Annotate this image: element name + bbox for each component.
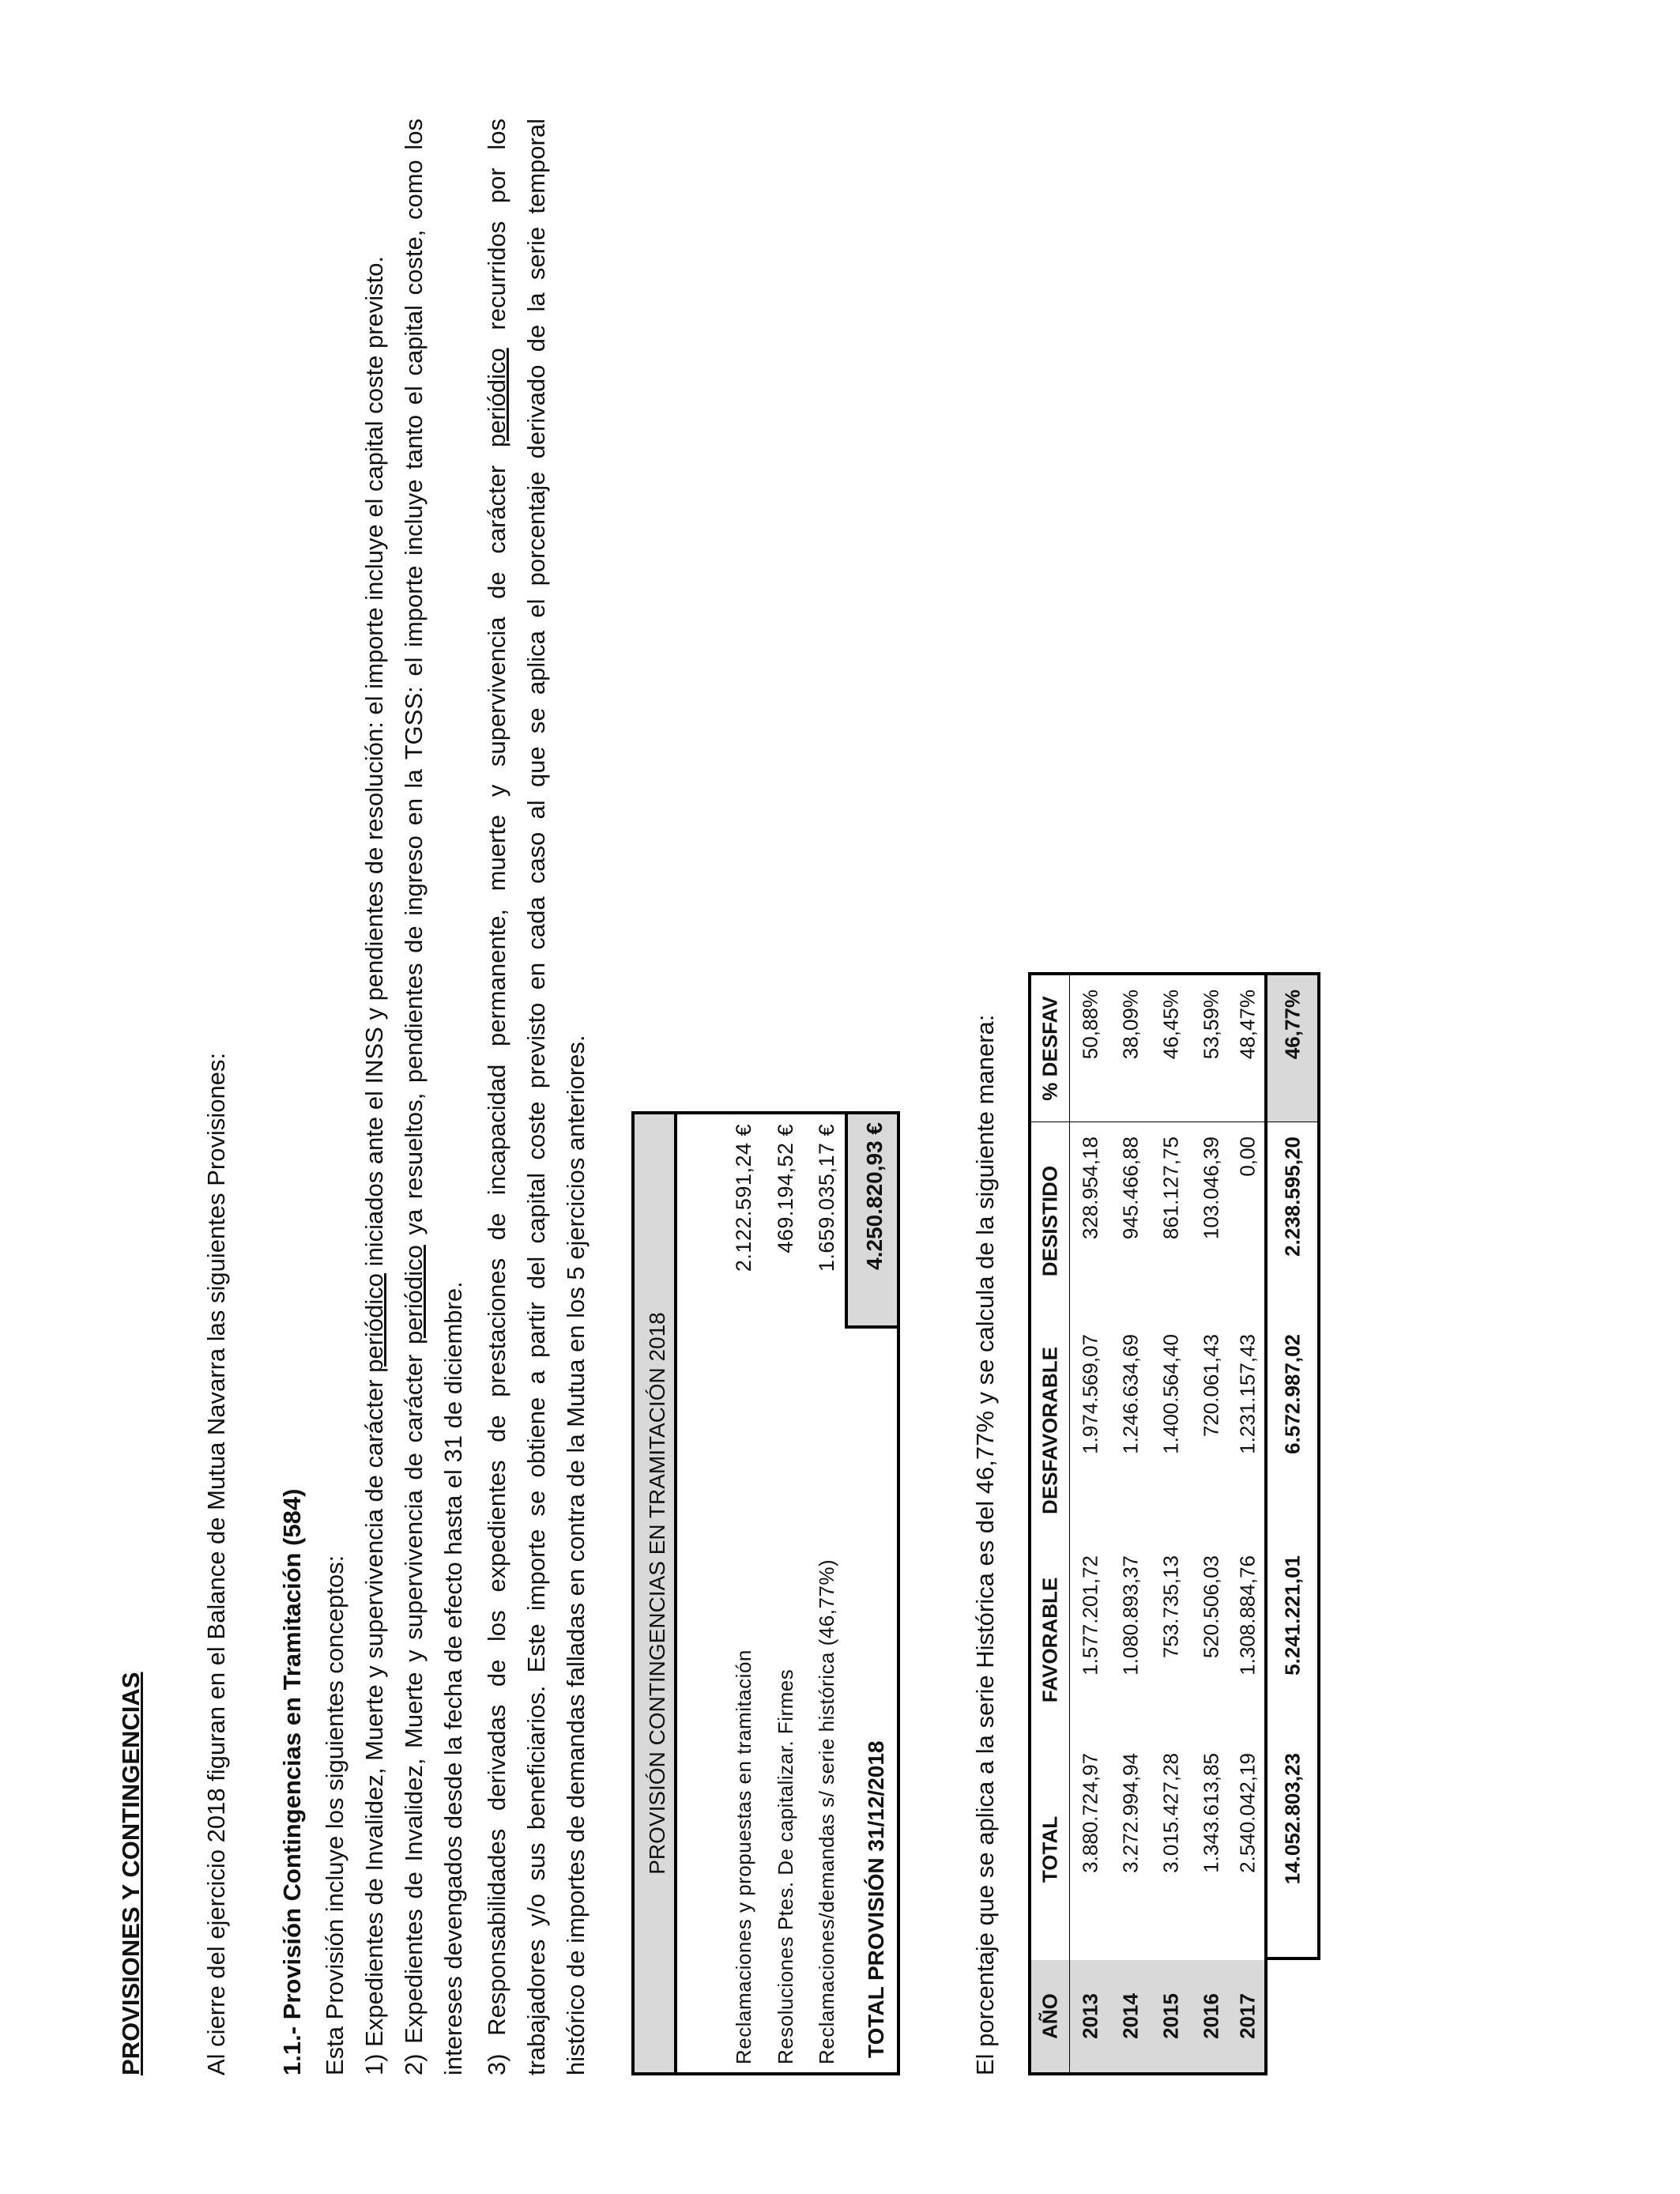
concepts-intro: Esta Provisión incluye los siguientes conceptos: xyxy=(321,1555,348,2075)
provision-table xyxy=(631,1111,900,2075)
history-value-cell: 3.015.427,28 xyxy=(1158,1753,1182,1873)
history-total-cell: 14.052.803,23 xyxy=(1268,1739,1320,1960)
history-value-cell: 46,45% xyxy=(1151,972,1191,1122)
history-value-cell: 103.046,39 xyxy=(1199,1137,1222,1240)
history-header-cell: DESFAVORABLE xyxy=(1028,1320,1070,1541)
provision-table-header: PROVISIÓN CONTINGENCIAS EN TRAMITACIÓN 2018 xyxy=(631,1111,677,2075)
history-year-cell: 2016 xyxy=(1191,1960,1231,2075)
history-value-cell: 2.540.042,19 xyxy=(1231,1739,1268,1960)
history-table xyxy=(1028,719,1320,2075)
history-header-cell: TOTAL xyxy=(1028,1739,1070,1960)
history-value-cell: 3.272.994,94 xyxy=(1118,1753,1142,1873)
provision-table-bottom-border xyxy=(897,1329,900,2075)
history-value-cell: 50,88% xyxy=(1070,972,1110,1122)
item-3-line-1: 3) Responsabilidades derivadas de los expedientes de prestaciones de incapacidad permanente, muerte y supervivencia de carácter periódico recurridos por los xyxy=(483,119,510,2075)
percent-paragraph: El porcentaje que se aplica a la serie Histórica es del 46,77% y se calcula de la siguiente manera: xyxy=(971,1014,999,2075)
provision-total-box xyxy=(845,1111,900,1329)
history-value-cell: 1.246.634,69 xyxy=(1118,1334,1142,1454)
item-2-line-1: 2) Expedientes de Invalidez, Muerte y supervivencia de carácter periódico ya resueltos, pendientes de ingreso en la TGSS: el importe incluye tanto el capital coste, como los xyxy=(400,118,428,2075)
history-value-cell: 0,00 xyxy=(1231,1122,1268,1320)
provision-table-left-border xyxy=(845,2072,900,2075)
history-total-cell: 46,77% xyxy=(1268,972,1320,1122)
history-year-cell: 2013 xyxy=(1070,1960,1110,2075)
history-year-cell: 2015 xyxy=(1151,1960,1191,2075)
history-value-cell: 1.577.201,72 xyxy=(1078,1555,1102,1676)
provision-total-value: 4.250.820,93 € xyxy=(862,1122,887,1270)
history-header-cell: FAVORABLE xyxy=(1028,1541,1070,1739)
history-value-cell: 1.308.884,76 xyxy=(1231,1541,1268,1739)
history-value-cell: 1.974.569,07 xyxy=(1078,1334,1102,1454)
item-3-line-3: histórico de importes de demandas falladas en contra de la Mutua en los 5 ejercicios anteriores. xyxy=(562,1035,590,2075)
history-year-cell: 2017 xyxy=(1231,1960,1268,2075)
history-header-cell: AÑO xyxy=(1028,1960,1070,2075)
history-value-cell: 1.400.564,40 xyxy=(1158,1334,1182,1454)
history-value-cell: 1.080.893,37 xyxy=(1118,1555,1142,1676)
document-title: PROVISIONES Y CONTINGENCIAS xyxy=(117,1672,145,2075)
history-value-cell: 53,59% xyxy=(1191,972,1231,1122)
history-total-cell: 2.238.595,20 xyxy=(1268,1122,1320,1320)
history-value-cell: 1.343.613,85 xyxy=(1199,1753,1222,1873)
history-value-cell: 3.880.724,97 xyxy=(1078,1753,1102,1873)
provision-table-body: Reclamaciones y propuestas en tramitación 2.122.591,24 € Resoluciones Ptes. De capitalizar. Firmes 469.194,52 € Reclamaciones/demandas s/ serie histórica (46,77%) 1.659.035,17 € xyxy=(674,1111,861,2075)
history-value-cell: 48,47% xyxy=(1231,972,1268,1122)
history-value-cell: 520.506,03 xyxy=(1199,1555,1222,1659)
item-2-line-2: intereses devengados desde la fecha de efecto hasta el 31 de diciembre. xyxy=(439,1281,467,2075)
history-value-cell: 38,09% xyxy=(1110,972,1151,1122)
history-value-cell: 861.127,75 xyxy=(1158,1137,1182,1240)
intro-paragraph: Al cierre del ejercicio 2018 figuran en el Balance de Mutua Navarra las siguientes Provisiones: xyxy=(202,1052,230,2075)
provision-total-label: TOTAL PROVISIÓN 31/12/2018 xyxy=(864,1740,888,2058)
history-total-cell: 6.572.987,02 xyxy=(1268,1320,1320,1541)
history-value-cell: 945.466,88 xyxy=(1118,1137,1142,1240)
history-value-cell: 753.735,13 xyxy=(1158,1555,1182,1659)
history-value-cell: 328.954,18 xyxy=(1078,1137,1102,1240)
history-header-cell: DESISTIDO xyxy=(1028,1122,1070,1320)
provision-total-row xyxy=(845,1111,900,2075)
section-heading: 1.1.- Provisión Contingencias en Tramitación (584) xyxy=(278,1488,306,2075)
item-1: 1) Expedientes de Invalidez, Muerte y supervivencia de carácter periódico iniciados ante el INSS y pendientes de resolución: el importe incluye el capital coste previsto. xyxy=(360,255,388,2075)
item-3-line-2: trabajadores y/o sus beneficiarios. Este importe se obtiene a partir del capital coste previsto en cada caso al que se aplica el porcentaje derivado de la serie temporal xyxy=(522,119,550,2075)
history-value-cell: 720.061,43 xyxy=(1199,1334,1222,1438)
history-total-cell: 5.241.221,01 xyxy=(1268,1541,1320,1739)
history-year-cell: 2014 xyxy=(1110,1960,1151,2075)
history-value-cell: 1.231.157,43 xyxy=(1231,1320,1268,1541)
history-header-cell: % DESFAV xyxy=(1028,972,1070,1122)
